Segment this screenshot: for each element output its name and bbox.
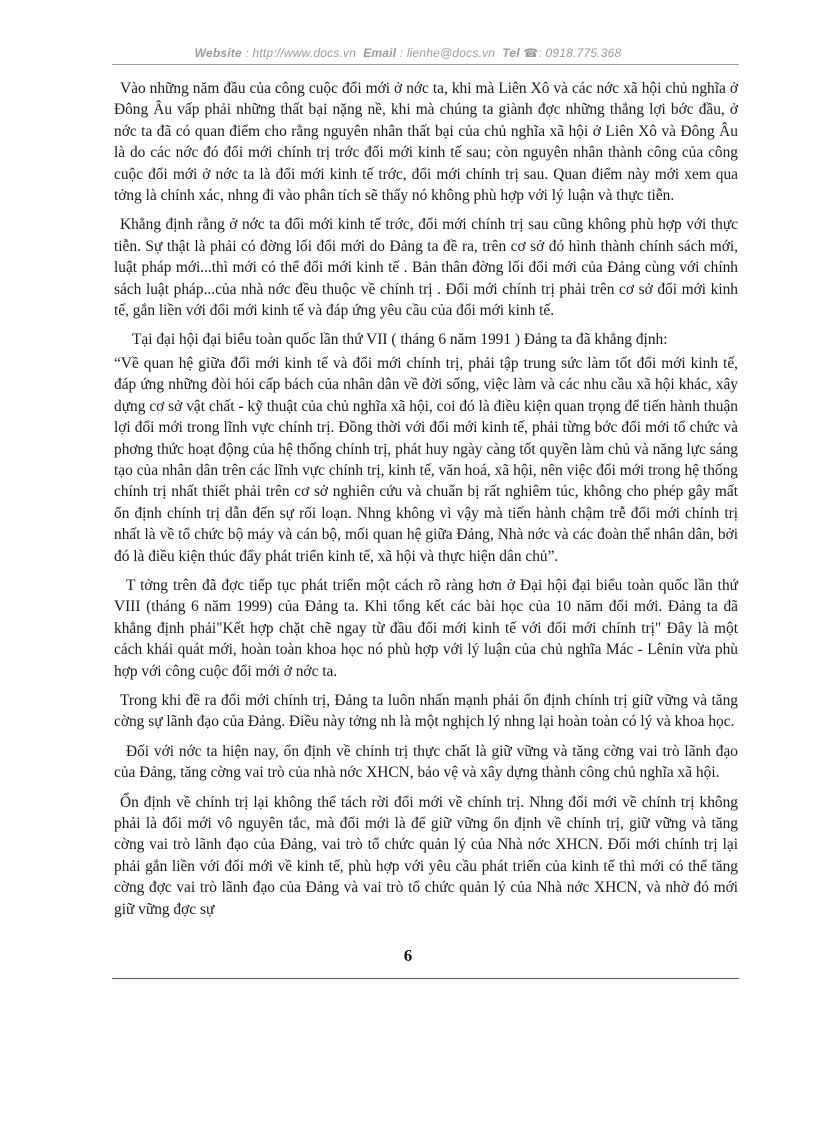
footer-divider [112, 978, 739, 979]
website-value[interactable]: : http://www.docs.vn [245, 46, 357, 60]
tel-value: : 0918.775.368 [538, 46, 622, 60]
page-number: 6 [403, 946, 413, 965]
paragraph: Đối với nớc ta hiện nay, ổn định về chính trị thực chất là giữ vững và tăng cờng vai trò lãnh đạo của Đảng, tăng cờng vai trò của nhà nớc XHCN, bảo vệ và xây dựng thành công chủ nghĩa xã hội. [114, 742, 738, 782]
paragraph: Trong khi đề ra đổi mới chính trị, Đảng ta luôn nhấn mạnh phải ổn định chính trị giữ vững và tăng cờng sự lãnh đạo của Đảng. Điều này tởng nh là một nghịch lý nhng lại hoàn toàn có lý và khoa học. [114, 691, 738, 731]
tel-label: Tel [502, 46, 520, 60]
paragraph: Vào những năm đầu của công cuộc đổi mới ở nớc ta, khi mà Liên Xô và các nớc xã hội chủ nghĩa ở Đông Âu vấp phải những thất bại nặng nề, khi mà chúng ta giành đợc những thắng lợi bớc đầu, ở nớc ta đã có quan điểm cho rằng nguyên nhân thất bại của chủ nghĩa xã hội ở Liên Xô và Đông Âu là do các nớc đó đổi mới chính trị trớc đổi mới kinh tế sau; còn nguyên nhân thành công của công cuộc đổi mới ở nớc ta là đổi mới kinh tế trớc, đổi mới chính trị sau. Quan điểm này mới xem qua tởng là chính xác, nhng đi vào phân tích sẽ thấy nó không phù hợp với lý luận và thực tiễn. [114, 80, 738, 205]
header-divider [112, 64, 739, 65]
email-label: Email [363, 46, 397, 60]
quotation-paragraph: “Về quan hệ giữa đổi mới kinh tế và đổi mới chính trị, phải tập trung sức làm tốt đổi mới kinh tế, đáp ứng những đòi hỏi cấp bách của nhân dân về đời sống, việc làm và các nhu cầu xã hội khác, xây dựng cơ sở vật chất - kỹ thuật của chủ nghĩa xã hội, coi đó là điều kiện quan trọng để tiến hành thuận lợi đổi mới trong lĩnh vực chính trị. Đồng thời với đổi mới kinh tế, phải từng bớc đổi mới tổ chức và phơng thức hoạt động của hệ thống chính trị, phát huy ngày càng tốt quyền làm chủ và năng lực sáng tạo của nhân dân trên các lĩnh vực chính trị, kinh tế, văn hoá, xã hội, nên việc đổi mới trong hệ thống chính trị nhất thiết phải trên cơ sở nghiên cứu và chuẩn bị rất nghiêm túc, không cho phép gây mất ổn định chính trị dẫn đến sự rối loạn. Nhng không vì vậy mà tiến hành chậm trễ đổi mới chính trị nhất là về tổ chức bộ máy và cán bộ, mối quan hệ giữa Đảng, Nhà nớc và các đoàn thể nhân dân, bởi đó là điều kiện thúc đẩy phát triển kinh tế, xã hội và thực hiện dân chủ”. [114, 354, 738, 565]
page-header [0, 46, 816, 60]
document-body [114, 78, 738, 928]
phone-icon: ☎ [523, 46, 539, 60]
paragraph: T tởng trên đã đợc tiếp tục phát triển một cách rõ ràng hơn ở Đại hội đại biểu toàn quốc lần thứ VIII (tháng 6 năm 1999) của Đảng ta. Khi tổng kết các bài học của 10 năm đổi mới. Đảng ta đã khẳng định phải"Kết hợp chặt chẽ ngay từ đầu đổi mới kinh tế với đổi mới chính trị" Đây là một cách khái quát mới, hoàn toàn khoa học nó phù hợp với lý luận của chủ nghĩa Mác - Lênin vừa phù hợp với công cuộc đổi mới ở nớc ta. [114, 576, 738, 680]
paragraph: Tại đại hội đại biểu toàn quốc lần thứ VII ( tháng 6 năm 1991 ) Đảng ta đã khẳng định: [132, 331, 668, 349]
email-value[interactable]: : lienhe@docs.vn [399, 46, 496, 60]
website-label: Website [194, 46, 242, 60]
paragraph: Khẳng định rằng ở nớc ta đổi mới kinh tế trớc, đổi mới chính trị sau cũng không phù hợp với thực tiễn. Sự thật là phải có đờng lối đổi mới do Đảng ta đề ra, trên cơ sở đó hình thành chính sách mới, luật pháp mới...thì mới có thể đổi mới kinh tế . Bản thân đờng lối đổi mới của Đảng cùng với chính sách luật pháp...của nhà nớc đều thuộc về chính trị . Đổi mới chính trị phải trên cơ sở đổi mới kinh tế, gắn liền với đổi mới kinh tế và đáp ứng yêu cầu của đổi mới kinh tế. [114, 216, 738, 320]
paragraph: Ổn định về chính trị lại không thể tách rời đổi mới về chính trị. Nhng đổi mới về chính trị không phải là đổi mới vô nguyên tắc, mà đổi mới là để giữ vững ổn định về chính trị, giữ vững và tăng cờng vai trò lãnh đạo của Đảng, vai trò tổ chức quản lý của Nhà nớc XHCN. Đổi mới chính trị lại phải gắn liền với đổi mới về kinh tế, phù hợp với yêu cầu phát triển của kinh tế thì mới có thể tăng cờng đợc vai trò lãnh đạo của Đảng và vai trò tổ chức quản lý của Nhà nớc XHCN, và nhờ đó mới giữ vững đợc sự [114, 793, 738, 918]
